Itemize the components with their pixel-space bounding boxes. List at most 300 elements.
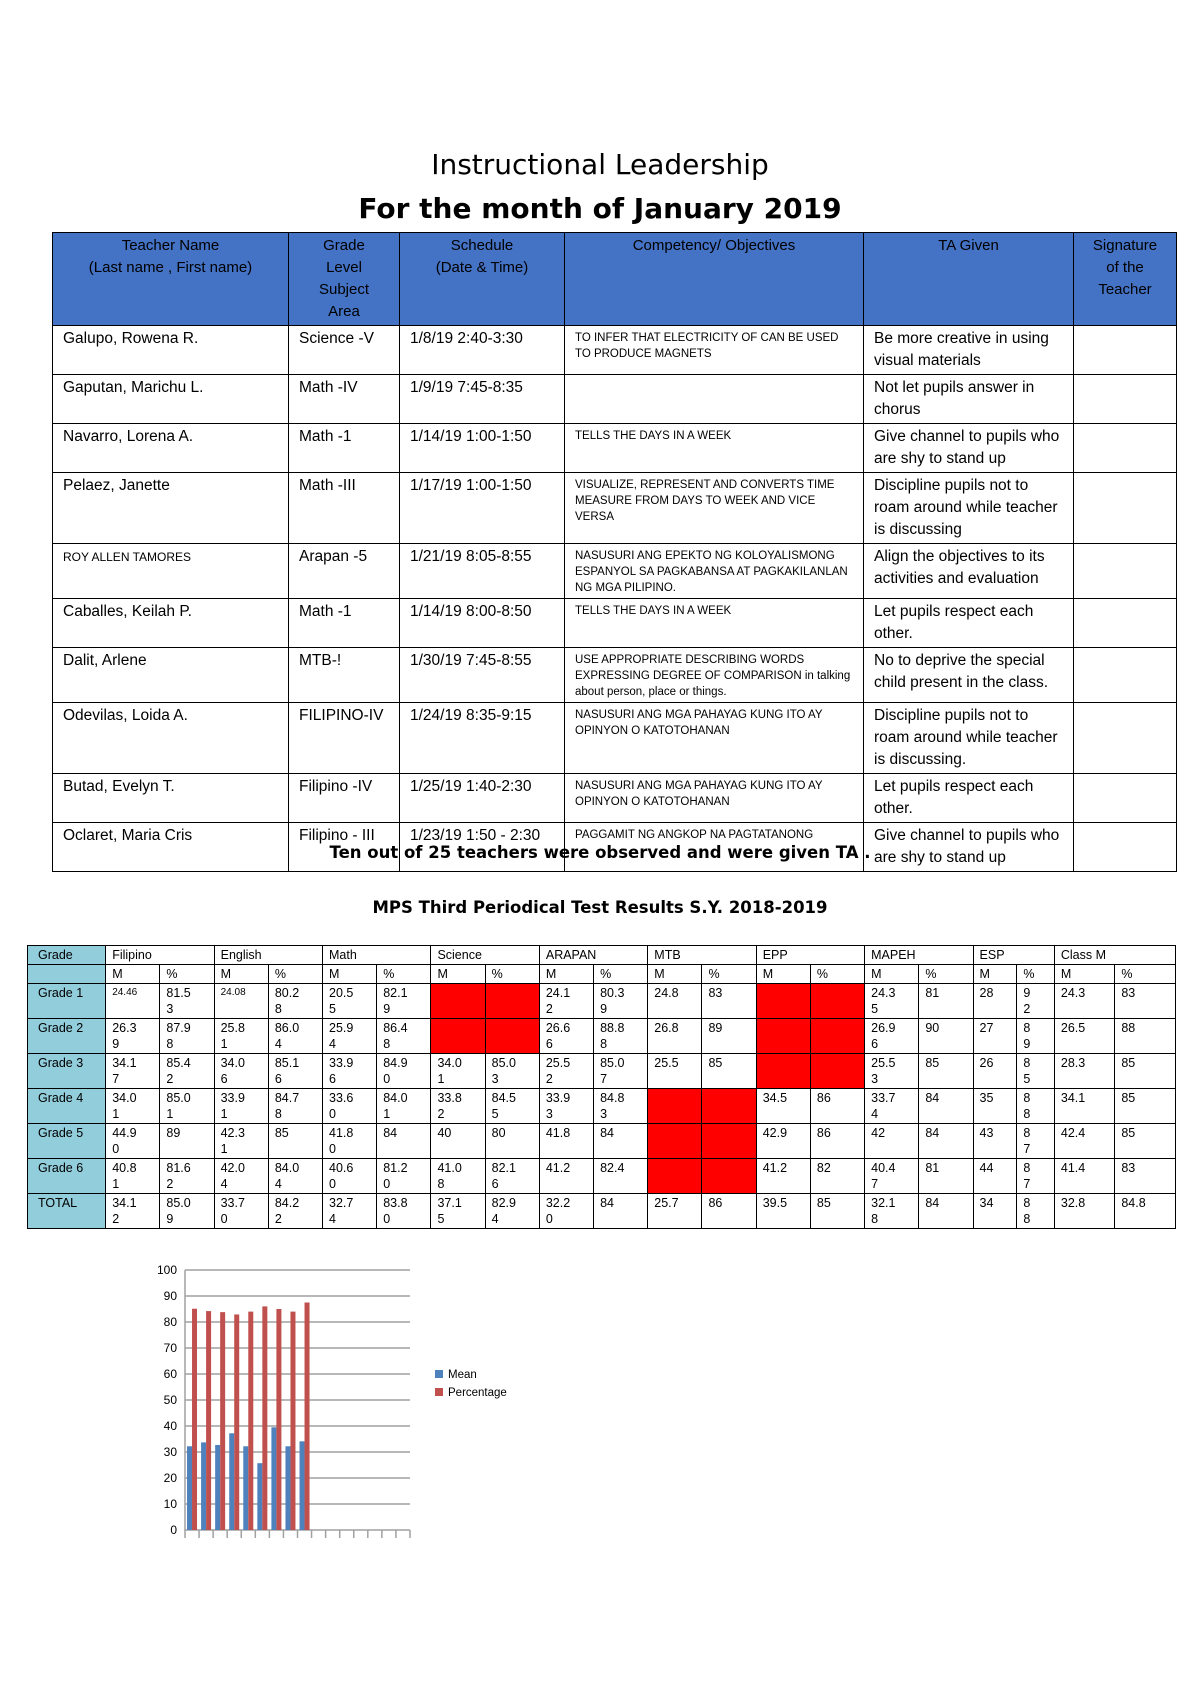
score-cell: 44 <box>973 1159 1017 1194</box>
grade-subject-cell: Math -III <box>289 473 400 544</box>
mean-sublabel: M <box>214 965 268 984</box>
percentage-bar <box>248 1312 253 1530</box>
score-cell: 24.1 2 <box>539 984 593 1019</box>
percent-sublabel: % <box>594 965 648 984</box>
missing-cell <box>648 1089 702 1124</box>
schedule-cell: 1/23/19 1:50 - 2:30 <box>400 823 565 872</box>
grade-label: TOTAL <box>28 1194 106 1229</box>
score-cell: 87.9 8 <box>160 1019 214 1054</box>
mps-row <box>28 1019 1176 1054</box>
mean-sublabel: M <box>973 965 1017 984</box>
score-cell: 25.9 4 <box>323 1019 377 1054</box>
score-cell: 42.4 <box>1054 1124 1114 1159</box>
score-cell: 33.9 6 <box>323 1054 377 1089</box>
grade-label: Grade 5 <box>28 1124 106 1159</box>
score-cell: 85 <box>810 1194 864 1229</box>
grade-label: Grade 3 <box>28 1054 106 1089</box>
score-cell: 33.9 1 <box>214 1089 268 1124</box>
score-cell: 39.5 <box>756 1194 810 1229</box>
observation-row <box>53 648 1177 703</box>
score-cell: 83.8 0 <box>377 1194 431 1229</box>
score-cell: 34.0 6 <box>214 1054 268 1089</box>
score-cell: 40.8 1 <box>106 1159 160 1194</box>
mean-sublabel: M <box>539 965 593 984</box>
column-header: Competency/ Objectives <box>565 233 864 326</box>
missing-cell <box>702 1159 756 1194</box>
score-cell: 24.8 <box>648 984 702 1019</box>
percentage-bar <box>192 1309 197 1530</box>
y-tick-label: 10 <box>163 1497 177 1511</box>
percent-sublabel: % <box>702 965 756 984</box>
score-cell: 84.7 8 <box>268 1089 322 1124</box>
y-tick-label: 60 <box>163 1367 177 1381</box>
legend-swatch <box>435 1370 443 1378</box>
percent-sublabel: % <box>377 965 431 984</box>
teacher-name-cell: Oclaret, Maria Cris <box>53 823 289 872</box>
teacher-name-cell: Caballes, Keilah P. <box>53 599 289 648</box>
mps-row <box>28 1054 1176 1089</box>
score-cell: 84.8 3 <box>594 1089 648 1124</box>
score-cell: 83 <box>1115 1159 1176 1194</box>
score-cell: 85 <box>1115 1054 1176 1089</box>
signature-cell <box>1074 424 1177 473</box>
score-cell: 40.6 0 <box>323 1159 377 1194</box>
score-cell: 25.7 <box>648 1194 702 1229</box>
score-cell: 85 <box>1115 1089 1176 1124</box>
grade-subject-cell: Math -1 <box>289 599 400 648</box>
score-cell: 25.5 2 <box>539 1054 593 1089</box>
score-cell: 40.4 7 <box>865 1159 919 1194</box>
missing-cell <box>756 984 810 1019</box>
mean-sublabel: M <box>323 965 377 984</box>
percent-sublabel: % <box>1017 965 1055 984</box>
score-cell: 85.0 7 <box>594 1054 648 1089</box>
signature-cell <box>1074 544 1177 599</box>
ta-given-cell: Let pupils respect each other. <box>864 774 1074 823</box>
score-cell: 84 <box>594 1124 648 1159</box>
score-cell: 37.1 5 <box>431 1194 485 1229</box>
percent-sublabel: % <box>1115 965 1176 984</box>
score-cell: 84 <box>919 1089 973 1124</box>
schedule-cell: 1/8/19 2:40-3:30 <box>400 326 565 375</box>
mps-row <box>28 1089 1176 1124</box>
teacher-name-cell: Odevilas, Loida A. <box>53 703 289 774</box>
score-cell: 8 7 <box>1017 1124 1055 1159</box>
teacher-name-cell: Dalit, Arlene <box>53 648 289 703</box>
mean-bar <box>215 1445 220 1530</box>
score-cell: 8 8 <box>1017 1194 1055 1229</box>
score-cell: 34 <box>973 1194 1017 1229</box>
score-cell: 33.7 4 <box>865 1089 919 1124</box>
score-cell: 41.2 <box>756 1159 810 1194</box>
competency-cell: NASUSURI ANG EPEKTO NG KOLOYALISMONG ESPANYOL SA PAGKABANSA AT PAGKAKILANLAN NG MGA PILIPINO. <box>565 544 864 599</box>
score-cell: 84 <box>594 1194 648 1229</box>
missing-cell <box>810 984 864 1019</box>
score-cell: 81 <box>919 984 973 1019</box>
observation-row <box>53 774 1177 823</box>
score-cell: 24.3 5 <box>865 984 919 1019</box>
y-tick-label: 0 <box>170 1523 177 1537</box>
observation-header-row <box>53 233 1177 326</box>
score-cell: 84.0 1 <box>377 1089 431 1124</box>
mean-bar <box>229 1433 234 1530</box>
score-cell: 34.1 <box>1054 1089 1114 1124</box>
ta-given-cell: Let pupils respect each other. <box>864 599 1074 648</box>
signature-cell <box>1074 473 1177 544</box>
score-cell: 84.2 2 <box>268 1194 322 1229</box>
score-cell: 85.4 2 <box>160 1054 214 1089</box>
score-cell: 26 <box>973 1054 1017 1089</box>
missing-cell <box>431 1019 485 1054</box>
score-cell: 85.1 6 <box>268 1054 322 1089</box>
subject-header: Filipino <box>106 946 214 965</box>
score-cell: 27 <box>973 1019 1017 1054</box>
score-cell: 86.4 8 <box>377 1019 431 1054</box>
score-cell: 85 <box>919 1054 973 1089</box>
schedule-cell: 1/14/19 8:00-8:50 <box>400 599 565 648</box>
score-cell: 81.6 2 <box>160 1159 214 1194</box>
score-cell: 42 <box>865 1124 919 1159</box>
score-cell: 85.0 1 <box>160 1089 214 1124</box>
ta-given-cell: Discipline pupils not to roam around while teacher is discussing <box>864 473 1074 544</box>
competency-cell <box>565 375 864 424</box>
grade-subject-cell: FILIPINO-IV <box>289 703 400 774</box>
grade-subject-cell: Math -IV <box>289 375 400 424</box>
subject-header: English <box>214 946 322 965</box>
mean-sublabel: M <box>865 965 919 984</box>
score-cell: 28.3 <box>1054 1054 1114 1089</box>
signature-cell <box>1074 375 1177 424</box>
score-cell: 90 <box>919 1019 973 1054</box>
score-cell: 40 <box>431 1124 485 1159</box>
competency-cell: TELLS THE DAYS IN A WEEK <box>565 424 864 473</box>
subject-header: Science <box>431 946 539 965</box>
ta-given-cell: Discipline pupils not to roam around while teacher is discussing. <box>864 703 1074 774</box>
missing-cell <box>648 1124 702 1159</box>
missing-cell <box>810 1019 864 1054</box>
missing-cell <box>485 1019 539 1054</box>
mean-sublabel: M <box>431 965 485 984</box>
subject-header: Class M <box>1054 946 1175 965</box>
score-cell: 32.2 0 <box>539 1194 593 1229</box>
y-tick-label: 50 <box>163 1393 177 1407</box>
y-tick-label: 30 <box>163 1445 177 1459</box>
score-cell: 34.1 2 <box>106 1194 160 1229</box>
mean-bar <box>285 1446 290 1530</box>
score-cell: 26.9 6 <box>865 1019 919 1054</box>
mean-sublabel: M <box>648 965 702 984</box>
mean-bar <box>201 1442 206 1530</box>
score-cell: 33.6 0 <box>323 1089 377 1124</box>
score-cell: 42.3 1 <box>214 1124 268 1159</box>
teacher-name-cell: Pelaez, Janette <box>53 473 289 544</box>
score-cell: 84.9 0 <box>377 1054 431 1089</box>
score-cell: 8 9 <box>1017 1019 1055 1054</box>
competency-cell: TELLS THE DAYS IN A WEEK <box>565 599 864 648</box>
grade-header: Grade <box>28 946 106 965</box>
mean-bar <box>271 1427 276 1530</box>
page-subtitle: For the month of January 2019 <box>358 192 842 225</box>
grade-subject-cell: MTB-! <box>289 648 400 703</box>
missing-cell <box>431 984 485 1019</box>
observation-row <box>53 424 1177 473</box>
score-cell: 81.2 0 <box>377 1159 431 1194</box>
percent-sublabel: % <box>160 965 214 984</box>
grade-label: Grade 1 <box>28 984 106 1019</box>
score-cell: 82 <box>810 1159 864 1194</box>
score-cell: 32.7 4 <box>323 1194 377 1229</box>
y-tick-label: 40 <box>163 1419 177 1433</box>
signature-cell <box>1074 774 1177 823</box>
schedule-cell: 1/9/19 7:45-8:35 <box>400 375 565 424</box>
y-tick-label: 100 <box>156 1263 177 1277</box>
teacher-name-cell: Navarro, Lorena A. <box>53 424 289 473</box>
mean-bar <box>187 1446 192 1530</box>
score-cell: 82.4 <box>594 1159 648 1194</box>
score-cell: 80.2 8 <box>268 984 322 1019</box>
schedule-cell: 1/21/19 8:05-8:55 <box>400 544 565 599</box>
mps-row <box>28 984 1176 1019</box>
score-cell: 35 <box>973 1089 1017 1124</box>
competency-cell: VISUALIZE, REPRESENT AND CONVERTS TIME MEASURE FROM DAYS TO WEEK AND VICE VERSA <box>565 473 864 544</box>
score-cell: 82.9 4 <box>485 1194 539 1229</box>
percentage-bar <box>234 1314 239 1530</box>
percentage-bar <box>220 1312 225 1530</box>
y-tick-label: 90 <box>163 1289 177 1303</box>
subject-header: MAPEH <box>865 946 973 965</box>
schedule-cell: 1/17/19 1:00-1:50 <box>400 473 565 544</box>
grade-header-blank <box>28 965 106 984</box>
missing-cell <box>648 1159 702 1194</box>
observation-row <box>53 544 1177 599</box>
legend-swatch <box>435 1388 443 1396</box>
score-cell: 33.8 2 <box>431 1089 485 1124</box>
score-cell: 41.8 <box>539 1124 593 1159</box>
score-cell: 26.8 <box>648 1019 702 1054</box>
grade-subject-cell: Arapan -5 <box>289 544 400 599</box>
observation-row <box>53 326 1177 375</box>
signature-cell <box>1074 648 1177 703</box>
missing-cell <box>702 1124 756 1159</box>
subject-header: Math <box>323 946 431 965</box>
score-cell: 85 <box>1115 1124 1176 1159</box>
competency-cell: TO INFER THAT ELECTRICITY OF CAN BE USED TO PRODUCE MAGNETS <box>565 326 864 375</box>
score-cell: 85.0 9 <box>160 1194 214 1229</box>
y-tick-label: 80 <box>163 1315 177 1329</box>
teacher-name-cell: Gaputan, Marichu L. <box>53 375 289 424</box>
score-cell: 24.08 <box>214 984 268 1019</box>
mean-bar <box>243 1446 248 1530</box>
schedule-cell: 1/14/19 1:00-1:50 <box>400 424 565 473</box>
mps-row <box>28 1124 1176 1159</box>
score-cell: 86 <box>810 1089 864 1124</box>
score-cell: 82.1 9 <box>377 984 431 1019</box>
score-cell: 34.0 1 <box>431 1054 485 1089</box>
grade-label: Grade 2 <box>28 1019 106 1054</box>
score-cell: 43 <box>973 1124 1017 1159</box>
score-cell: 89 <box>702 1019 756 1054</box>
y-tick-label: 70 <box>163 1341 177 1355</box>
score-cell: 86 <box>810 1124 864 1159</box>
score-cell: 32.1 8 <box>865 1194 919 1229</box>
competency-cell: NASUSURI ANG MGA PAHAYAG KUNG ITO AY OPINYON O KATOTOHANAN <box>565 703 864 774</box>
percentage-bar <box>305 1303 310 1531</box>
score-cell: 34.1 7 <box>106 1054 160 1089</box>
signature-cell <box>1074 599 1177 648</box>
score-cell: 81 <box>919 1159 973 1194</box>
score-cell: 89 <box>160 1124 214 1159</box>
mps-sublabel-row <box>28 965 1176 984</box>
signature-cell <box>1074 703 1177 774</box>
score-cell: 25.5 3 <box>865 1054 919 1089</box>
score-cell: 8 5 <box>1017 1054 1055 1089</box>
mean-sublabel: M <box>756 965 810 984</box>
percentage-bar <box>206 1311 211 1530</box>
score-cell: 44.9 0 <box>106 1124 160 1159</box>
percentage-bar <box>290 1312 295 1530</box>
score-cell: 8 7 <box>1017 1159 1055 1194</box>
score-cell: 83 <box>1115 984 1176 1019</box>
score-cell: 82.1 6 <box>485 1159 539 1194</box>
y-tick-label: 20 <box>163 1471 177 1485</box>
ta-given-cell: Be more creative in using visual materials <box>864 326 1074 375</box>
subject-header: EPP <box>756 946 864 965</box>
subject-header: ARAPAN <box>539 946 647 965</box>
score-cell: 41.2 <box>539 1159 593 1194</box>
score-cell: 32.8 <box>1054 1194 1114 1229</box>
competency-cell: USE APPROPRIATE DESCRIBING WORDS EXPRESSING DEGREE OF COMPARISON in talking about person, place or things. <box>565 648 864 703</box>
score-cell: 41.8 0 <box>323 1124 377 1159</box>
score-cell: 8 8 <box>1017 1089 1055 1124</box>
mps-title: MPS Third Periodical Test Results S.Y. 2018-2019 <box>372 898 828 917</box>
column-header: Schedule (Date & Time) <box>400 233 565 326</box>
score-cell: 84 <box>919 1194 973 1229</box>
missing-cell <box>756 1019 810 1054</box>
competency-cell: PAGGAMIT NG ANGKOP NA PAGTATANONG <box>565 823 864 872</box>
score-cell: 24.3 <box>1054 984 1114 1019</box>
observation-row <box>53 473 1177 544</box>
score-cell: 33.7 0 <box>214 1194 268 1229</box>
score-cell: 84 <box>377 1124 431 1159</box>
score-cell: 81.5 3 <box>160 984 214 1019</box>
score-cell: 25.5 <box>648 1054 702 1089</box>
mps-table <box>27 945 1176 1229</box>
score-cell: 26.5 <box>1054 1019 1114 1054</box>
missing-cell <box>485 984 539 1019</box>
score-cell: 86.0 4 <box>268 1019 322 1054</box>
score-cell: 24.46 <box>106 984 160 1019</box>
ta-given-cell: Not let pupils answer in chorus <box>864 375 1074 424</box>
score-cell: 86 <box>702 1194 756 1229</box>
score-cell: 83 <box>702 984 756 1019</box>
teacher-name-cell: ROY ALLEN TAMORES <box>53 544 289 599</box>
score-cell: 41.0 8 <box>431 1159 485 1194</box>
mps-row <box>28 1194 1176 1229</box>
percentage-bar <box>276 1309 281 1530</box>
legend-label: Percentage <box>448 1387 507 1399</box>
column-header: Teacher Name (Last name , First name) <box>53 233 289 326</box>
subject-header: MTB <box>648 946 756 965</box>
score-cell: 88.8 8 <box>594 1019 648 1054</box>
score-cell: 84.0 4 <box>268 1159 322 1194</box>
score-cell: 85 <box>702 1054 756 1089</box>
percent-sublabel: % <box>268 965 322 984</box>
percent-sublabel: % <box>485 965 539 984</box>
score-cell: 41.4 <box>1054 1159 1114 1194</box>
mps-subject-header-row <box>28 946 1176 965</box>
competency-cell: NASUSURI ANG MGA PAHAYAG KUNG ITO AY OPINYON O KATOTOHANAN <box>565 774 864 823</box>
schedule-cell: 1/30/19 7:45-8:55 <box>400 648 565 703</box>
mean-bar <box>300 1441 305 1530</box>
score-cell: 33.9 3 <box>539 1089 593 1124</box>
score-cell: 34.0 1 <box>106 1089 160 1124</box>
score-cell: 9 2 <box>1017 984 1055 1019</box>
ta-given-cell: Align the objectives to its activities and evaluation <box>864 544 1074 599</box>
score-cell: 20.5 5 <box>323 984 377 1019</box>
grade-subject-cell: Math -1 <box>289 424 400 473</box>
column-header: Grade Level Subject Area <box>289 233 400 326</box>
signature-cell <box>1074 326 1177 375</box>
teacher-name-cell: Butad, Evelyn T. <box>53 774 289 823</box>
missing-cell <box>810 1054 864 1089</box>
grade-subject-cell: Science -V <box>289 326 400 375</box>
percentage-bar <box>262 1306 267 1530</box>
score-cell: 28 <box>973 984 1017 1019</box>
observation-row <box>53 599 1177 648</box>
score-cell: 84.8 <box>1115 1194 1176 1229</box>
mean-sublabel: M <box>106 965 160 984</box>
grade-subject-cell: Filipino -IV <box>289 774 400 823</box>
score-cell: 34.5 <box>756 1089 810 1124</box>
percent-sublabel: % <box>919 965 973 984</box>
grade-label: Grade 6 <box>28 1159 106 1194</box>
score-cell: 25.8 1 <box>214 1019 268 1054</box>
subject-header: ESP <box>973 946 1054 965</box>
missing-cell <box>756 1054 810 1089</box>
score-cell: 26.6 6 <box>539 1019 593 1054</box>
score-cell: 88 <box>1115 1019 1176 1054</box>
score-cell: 85.0 3 <box>485 1054 539 1089</box>
legend-label: Mean <box>448 1369 477 1381</box>
ta-given-cell: Give channel to pupils who are shy to stand up <box>864 424 1074 473</box>
score-cell: 84.5 5 <box>485 1089 539 1124</box>
observation-table <box>52 232 1177 872</box>
score-cell: 80 <box>485 1124 539 1159</box>
mean-sublabel: M <box>1054 965 1114 984</box>
percent-sublabel: % <box>810 965 864 984</box>
score-cell: 26.3 9 <box>106 1019 160 1054</box>
results-chart <box>140 1238 520 1558</box>
column-header: TA Given <box>864 233 1074 326</box>
ta-given-cell: No to deprive the special child present in the class. <box>864 648 1074 703</box>
score-cell: 42.0 4 <box>214 1159 268 1194</box>
column-header: Signature of the Teacher <box>1074 233 1177 326</box>
schedule-cell: 1/25/19 1:40-2:30 <box>400 774 565 823</box>
score-cell: 42.9 <box>756 1124 810 1159</box>
observation-row <box>53 703 1177 774</box>
teacher-name-cell: Galupo, Rowena R. <box>53 326 289 375</box>
score-cell: 85 <box>268 1124 322 1159</box>
schedule-cell: 1/24/19 8:35-9:15 <box>400 703 565 774</box>
summary-text: Ten out of 25 teachers were observed and were given TA . <box>329 843 871 862</box>
score-cell: 84 <box>919 1124 973 1159</box>
page-title: Instructional Leadership <box>431 148 769 181</box>
observation-row <box>53 375 1177 424</box>
mps-row <box>28 1159 1176 1194</box>
ta-given-cell: Give channel to pupils who are shy to stand up <box>864 823 1074 872</box>
mean-bar <box>257 1463 262 1530</box>
missing-cell <box>702 1089 756 1124</box>
